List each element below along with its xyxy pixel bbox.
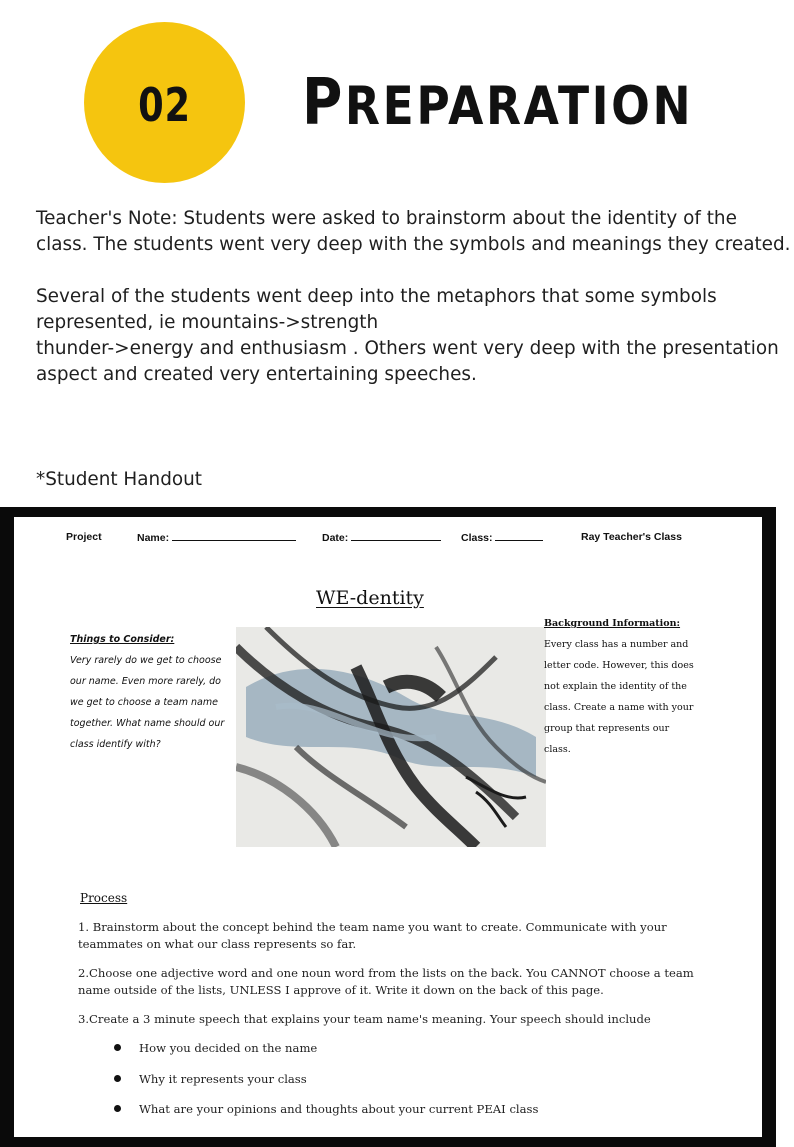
bullet-dot	[114, 1105, 121, 1112]
bullet-item	[114, 1041, 317, 1055]
process-step-1: 1. Brainstorm about the concept behind the team name you want to create. Communicate with your teammates on what our class represents so far.	[78, 920, 667, 951]
name-blank	[172, 531, 296, 541]
consider-text: Very rarely do we get to choose our name. Even more rarely, do we get to choose a team name together. What name should our class identify with?	[70, 655, 225, 750]
process-heading: Process	[80, 891, 128, 905]
artwork-graphic	[236, 627, 546, 847]
bg-text: Every class has a number and letter code. However, this does not explain the identity of the class. Create a name with your group that represents our class.	[544, 639, 694, 755]
bg-heading: Background Information:	[544, 618, 681, 629]
observation-line-1: Several of the students went deep into the metaphors that some symbols represented, ie mountains->strength	[36, 286, 717, 333]
date-label: Date:	[322, 532, 349, 544]
worksheet-title: WE-dentity	[316, 587, 424, 609]
section-number-badge	[84, 22, 245, 183]
teacher-label: Ray Teacher's Class	[581, 531, 682, 543]
process-step-2: 2.Choose one adjective word and one noun word from the lists on the back. You CANNOT choose a team name outside of the lists, UNLESS I approve of it. Write it down on the back of this page.	[78, 966, 694, 997]
section-number: 02	[138, 78, 191, 132]
teacher-notes	[36, 206, 794, 414]
bullet-text: What are your opinions and thoughts about your current PEAI class	[139, 1102, 539, 1116]
observation-line-2: thunder->energy and enthusiasm . Others went very deep with the presentation aspect and created very entertaining speeches.	[36, 338, 779, 385]
section-title	[302, 66, 693, 140]
name-field-row	[137, 531, 296, 544]
section-title-initial: P	[302, 66, 345, 140]
class-label: Class:	[461, 532, 493, 544]
date-blank	[351, 531, 441, 541]
project-label: Project	[66, 531, 102, 543]
class-field-row	[461, 531, 543, 544]
class-blank	[495, 531, 543, 541]
student-handout-label: *Student Handout	[36, 469, 202, 490]
bullet-item	[114, 1072, 307, 1086]
bullet-dot	[114, 1044, 121, 1051]
consider-heading: Things to Consider:	[70, 634, 175, 645]
background-information	[544, 613, 694, 760]
things-to-consider	[70, 629, 230, 755]
process-step-3: 3.Create a 3 minute speech that explains your team name's meaning. Your speech should include	[78, 1012, 651, 1026]
observation-paragraph	[36, 284, 794, 388]
bullet-dot	[114, 1075, 121, 1082]
bullet-text: Why it represents your class	[139, 1072, 307, 1086]
name-label: Name:	[137, 532, 170, 544]
date-field-row	[322, 531, 441, 544]
teacher-note-paragraph: Teacher's Note: Students were asked to brainstorm about the identity of the class. The students went very deep with the symbols and meanings they created.	[36, 208, 791, 255]
bullet-text: How you decided on the name	[139, 1041, 318, 1055]
bullet-item	[114, 1102, 538, 1116]
section-title-rest: REPARATION	[344, 76, 694, 137]
worksheet-image	[14, 517, 762, 1137]
abstract-artwork	[236, 627, 546, 847]
